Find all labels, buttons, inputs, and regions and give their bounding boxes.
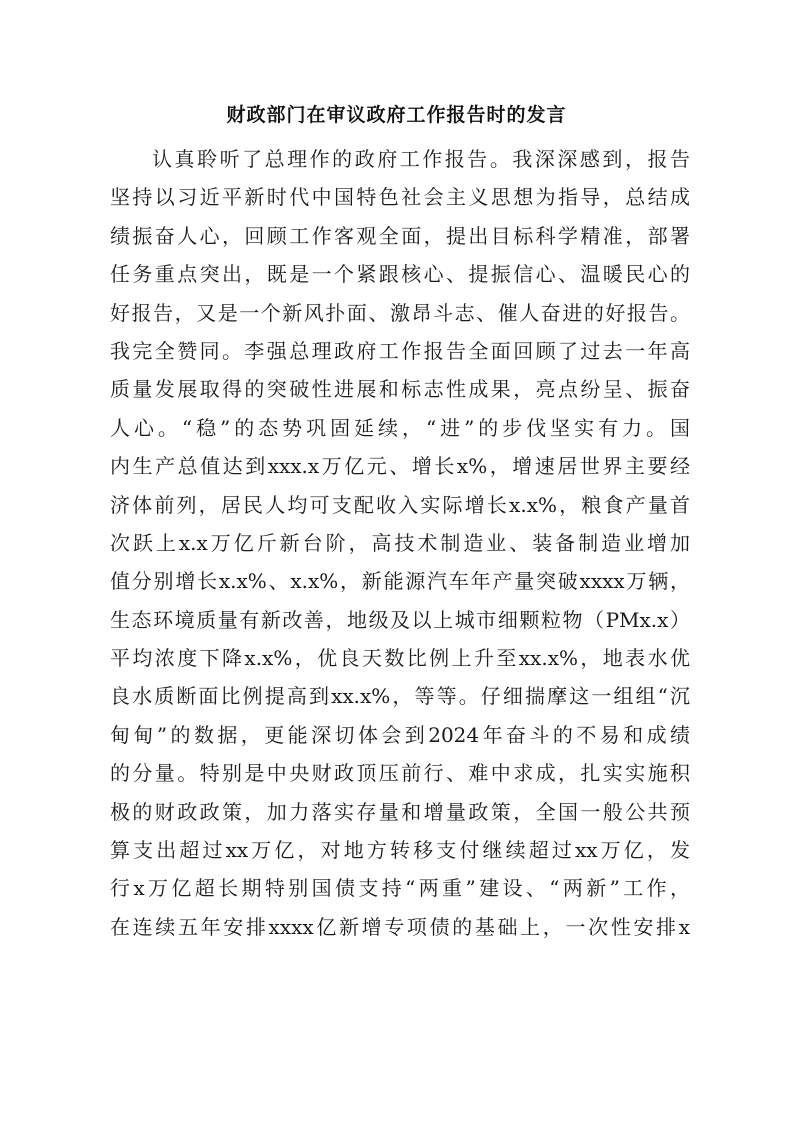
body-line: 在连续五年安排xxxx亿新增专项债的基础上，一次性安排x (110, 914, 690, 939)
body-line: 质量发展取得的突破性进展和标志性成果，亮点纷呈、振奋 (110, 377, 690, 402)
body-line: 生态环境质量有新改善，地级及以上城市细颗粒物（PMx.x） (110, 607, 690, 632)
document-title: 财政部门在审议政府工作报告时的发言 (226, 104, 567, 126)
document-body (110, 140, 690, 946)
body-line: 任务重点突出，既是一个紧跟核心、提振信心、温暖民心的 (110, 262, 690, 287)
body-line: 绩振奋人心，回顾工作客观全面，提出目标科学精准，部署 (110, 223, 690, 248)
body-line: 坚持以习近平新时代中国特色社会主义思想为指导，总结成 (110, 185, 690, 210)
body-line: 值分别增长x.x%、x.x%，新能源汽车年产量突破xxxx万辆， (110, 569, 690, 594)
body-line: 行x万亿超长期特别国债支持“两重”建设、“两新”工作， (110, 876, 690, 901)
body-line: 我完全赞同。李强总理政府工作报告全面回顾了过去一年高 (110, 338, 690, 363)
body-line: 认真聆听了总理作的政府工作报告。我深深感到，报告 (152, 147, 690, 171)
body-line: 甸甸”的数据，更能深切体会到2024年奋斗的不易和成绩 (110, 722, 690, 747)
body-line: 内生产总值达到xxx.x万亿元、增长x%，增速居世界主要经 (110, 454, 690, 479)
body-line: 极的财政政策，加力落实存量和增量政策，全国一般公共预 (110, 799, 690, 824)
body-line: 济体前列，居民人均可支配收入实际增长x.x%，粮食产量首 (110, 492, 690, 517)
body-line: 人心。“稳”的态势巩固延续，“进”的步伐坚实有力。国 (110, 415, 690, 440)
body-line: 算支出超过xx万亿，对地方转移支付继续超过xx万亿，发 (110, 838, 690, 863)
body-line: 良水质断面比例提高到xx.x%，等等。仔细揣摩这一组组“沉 (110, 684, 690, 709)
body-line: 好报告，又是一个新风扑面、激昂斗志、催人奋进的好报告。 (110, 300, 690, 325)
body-line: 次跃上x.x万亿斤新台阶，高技术制造业、装备制造业增加 (110, 530, 690, 555)
body-line: 平均浓度下降x.x%，优良天数比例上升至xx.x%，地表水优 (110, 646, 690, 671)
body-line: 的分量。特别是中央财政顶压前行、难中求成，扎实实施积 (110, 761, 690, 786)
